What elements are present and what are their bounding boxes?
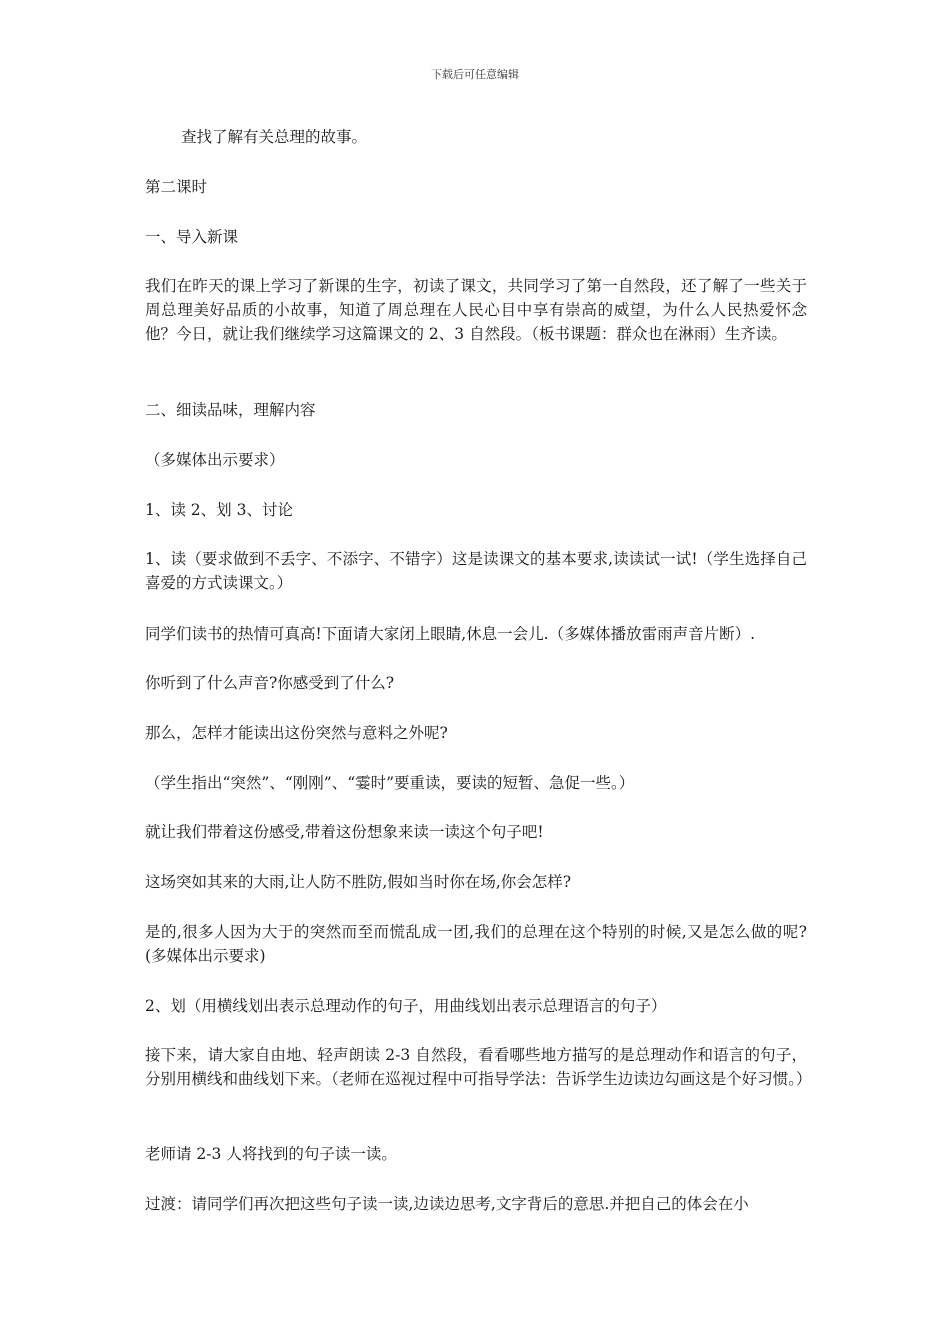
page-header: 下载后可任意编辑 (431, 68, 519, 81)
paragraph: 1、读（要求做到不丢字、不添字、不错字）这是读课文的基本要求,读读试一试!（学生选择自己喜爱的方式读课文。） (145, 550, 807, 592)
paragraph: 是的,很多人因为大于的突然而至而慌乱成一团,我们的总理在这个特别的时候,又是怎么做的呢?(多媒体出示要求) (145, 923, 807, 965)
paragraph: 1、读 2、划 3、讨论 (145, 501, 293, 519)
paragraph: 你听到了什么声音?你感受到了什么? (145, 674, 395, 692)
paragraph: 查找了解有关总理的故事。 (181, 128, 368, 146)
paragraph: 同学们读书的热情可真高!下面请大家闭上眼睛,休息一会儿.（多媒体播放雷雨声音片断）. (145, 625, 756, 643)
paragraph: 老师请 2-3 人将找到的句子读一读。 (145, 1145, 397, 1163)
paragraph: 我们在昨天的课上学习了新课的生字，初读了课文，共同学习了第一自然段，还了解了一些关于周总理美好品质的小故事，知道了周总理在人民心目中享有崇高的威望，为什么人民热爱怀念他？今日，就让我们继续学习这篇课文的 2、3 自然段。（板书课题：群众也在淋雨）生齐读。 (145, 277, 807, 343)
section-heading: 二、细读品味，理解内容 (145, 401, 316, 419)
paragraph: 这场突如其来的大雨,让人防不胜防,假如当时你在场,你会怎样? (145, 873, 572, 891)
section-heading: 第二课时 (145, 178, 208, 196)
paragraph: 就让我们带着这份感受,带着这份想象来读一读这个句子吧! (145, 823, 544, 841)
paragraph: （多媒体出示要求） (145, 451, 285, 469)
paragraph: 2、划（用横线划出表示总理动作的句子，用曲线划出表示总理语言的句子） (145, 997, 667, 1015)
paragraph: （学生指出“突然”、“刚刚”、“霎时”要重读，要读的短暂、急促一些。） (145, 774, 635, 792)
paragraph: 那么，怎样才能读出这份突然与意料之外呢? (145, 724, 448, 742)
section-heading: 一、导入新课 (145, 228, 239, 246)
paragraph: 过渡：请同学们再次把这些句子读一读,边读边思考,文字背后的意思.并把自己的体会在小 (145, 1195, 749, 1213)
paragraph: 接下来，请大家自由地、轻声朗读 2-3 自然段，看看哪些地方描写的是总理动作和语言的句子，分别用横线和曲线划下来。（老师在巡视过程中可指导学法：告诉学生边读边勾画这是个好习惯。） (145, 1046, 812, 1088)
